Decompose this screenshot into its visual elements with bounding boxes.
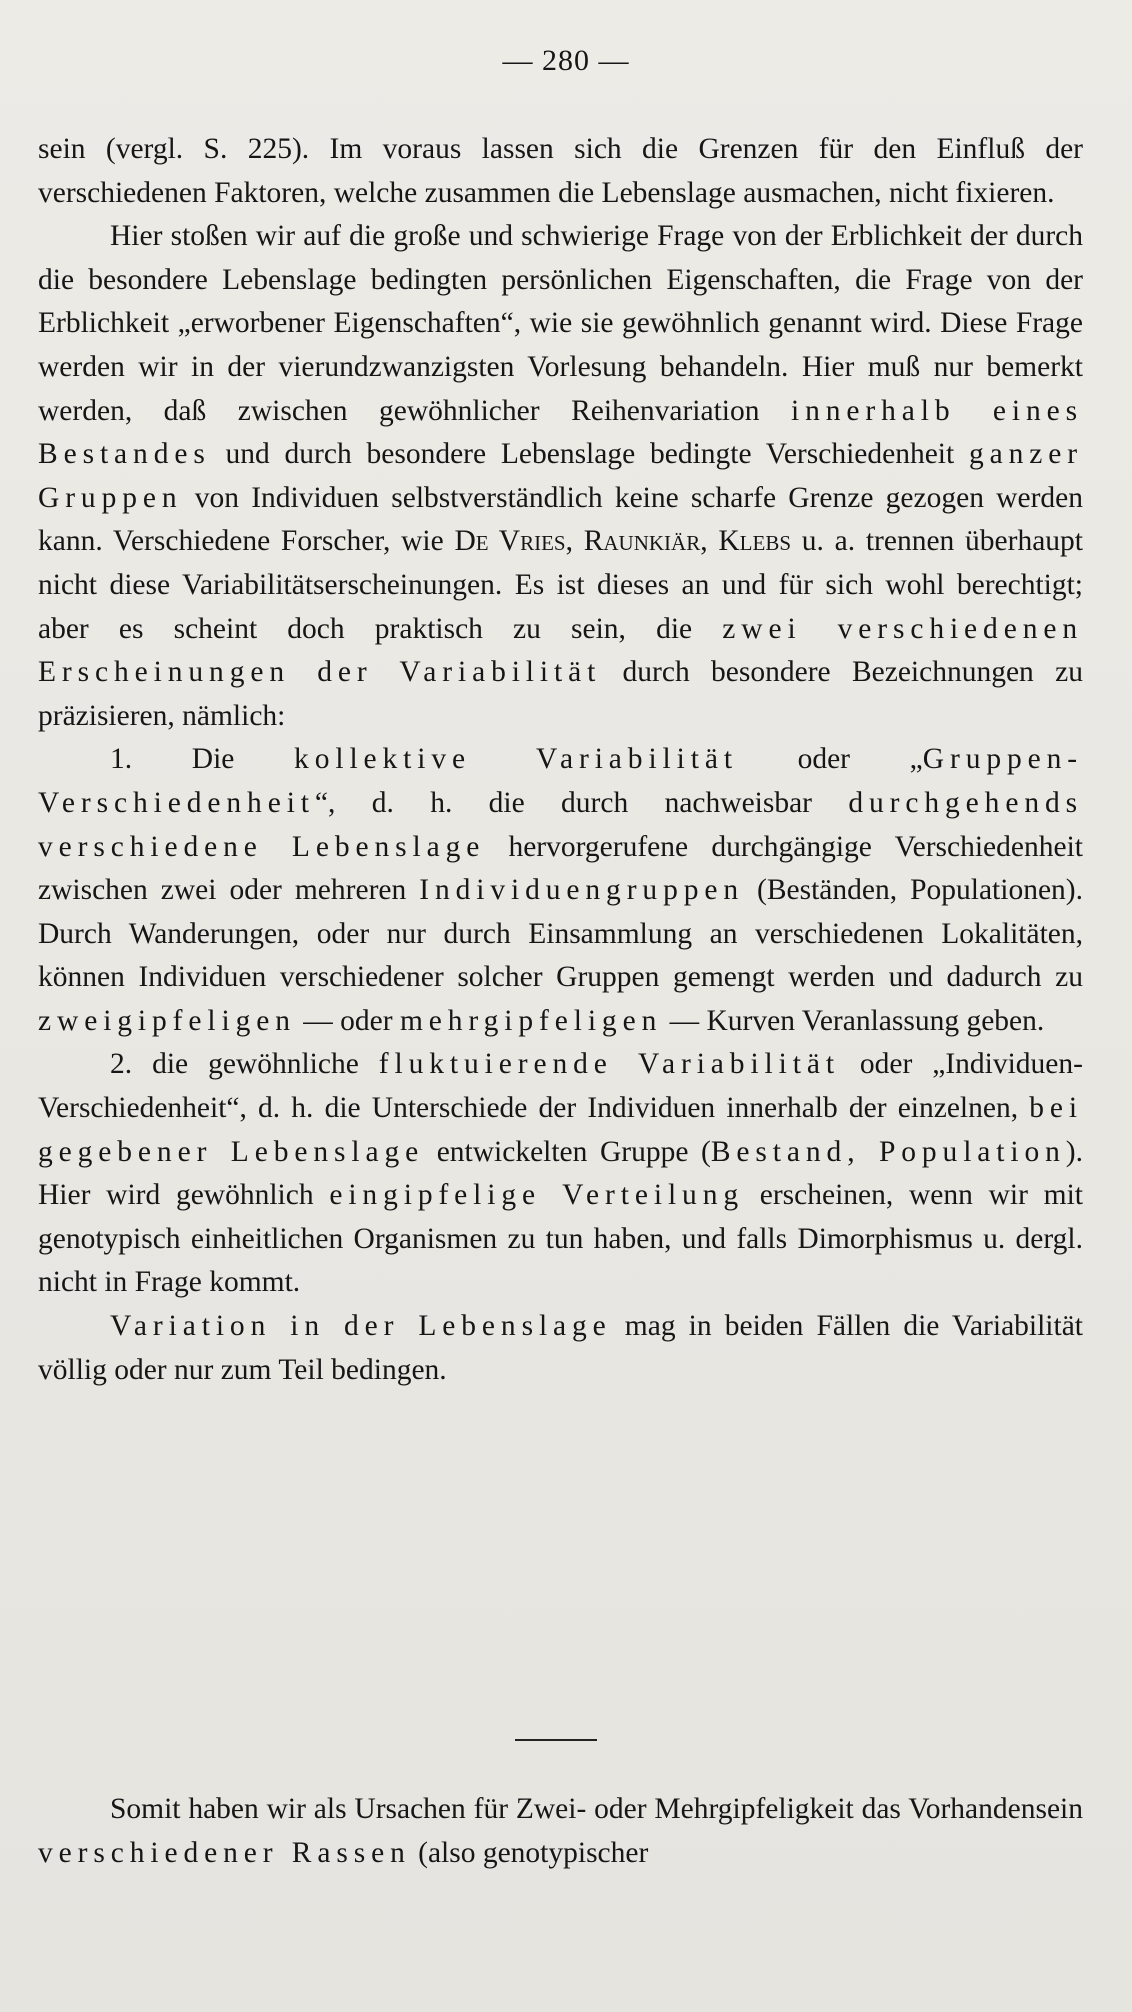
text-run: — oder	[295, 1004, 400, 1037]
text-run: oder „	[737, 743, 923, 776]
text-run: hervorgerufene durchgängige Verschiedenheit zwischen zwei oder mehreren	[38, 830, 1083, 907]
body-text-continued	[38, 1788, 1083, 1875]
text-run: (also genotypischer	[410, 1836, 649, 1869]
text-run: mag in beiden Fällen die Variabilität völlig oder nur zum Teil bedingen.	[38, 1310, 1083, 1386]
emphasis-text: Bestand, Population	[710, 1135, 1066, 1168]
list-item-fluctuating-variability	[38, 1043, 1083, 1305]
emphasis-text: eingipfelige Verteilung	[329, 1179, 744, 1212]
text-run: oder „Individuen-Verschiedenheit“, d. h. die Unterschiede der Individuen innerhalb der einzelnen,	[38, 1048, 1083, 1125]
text-run: erscheinen, wenn wir mit genotypisch einheitlichen Organismen zu tun haben, und falls Dimorphismus u. dergl. nicht in Frage kommt.	[38, 1179, 1083, 1299]
emphasis-text: Individuengruppen	[419, 874, 745, 907]
emphasis-text: mehrgipfeligen	[399, 1004, 663, 1037]
text-run: und durch besondere Lebenslage bedingte Verschiedenheit	[210, 438, 969, 471]
emphasis-text: fluktuierende Variabilität	[378, 1048, 840, 1081]
text-run: entwickelten Gruppe (	[424, 1135, 711, 1168]
paragraph-continuation: sein (vergl. S. 225). Im voraus lassen sich die Grenzen für den Einfluß der verschiedenen Faktoren, welche zusammen die Lebenslage ausmachen, nicht fixieren.	[38, 133, 1083, 209]
author-name: Klebs	[718, 525, 792, 558]
emphasis-text: zweigipfeligen	[38, 1004, 296, 1037]
text-run: 1. Die	[110, 743, 295, 776]
text-run: ). Hier wird gewöhnlich	[38, 1135, 1083, 1212]
text-run: 2. die gewöhnliche	[110, 1048, 379, 1081]
emphasis-text: verschiedener Rassen	[38, 1836, 411, 1869]
emphasis-text: Variation in der Lebenslage	[110, 1310, 612, 1343]
emphasis-text: Gruppen-Verschiedenheit	[38, 743, 1084, 819]
paragraph-heredity	[38, 215, 1083, 738]
emphasis-text: bei gegebener Lebenslage	[38, 1092, 1083, 1168]
text-run: Somit haben wir als Ursachen für Zwei- oder Mehrgipfeligkeit das Vorhandensein	[110, 1793, 1083, 1825]
author-name: Raunkiär	[583, 525, 701, 558]
emphasis-text: zwei verschiedenen Erscheinungen der Variabilität	[38, 612, 1083, 689]
text-run: (Beständen, Populationen). Durch Wanderungen, oder nur durch Einsammlung an verschiedenen Lokalitäten, können Individuen verschiedener solcher Gruppen gemengt werden und dadurch zu	[38, 874, 1083, 994]
paragraph-variation	[38, 1305, 1083, 1392]
list-item-collective-variability	[38, 738, 1083, 1043]
text-run: — Kurven Veranlassung geben.	[662, 1004, 1045, 1037]
emphasis-text: ganzer Gruppen	[38, 438, 1083, 514]
paragraph-summary	[38, 1788, 1083, 1875]
text-run: “, d. h. die durch nachweisbar	[314, 786, 849, 819]
emphasis-text: innerhalb eines Bestandes	[38, 394, 1083, 471]
text-run: ,	[565, 525, 584, 558]
text-run: u. a. trennen überhaupt nicht diese Variabilitätserscheinungen. Es ist dieses an und für sich wohl berechtigt; aber es scheint doch praktisch zu sein, die	[38, 525, 1084, 645]
section-divider	[515, 1739, 597, 1741]
text-run: Hier stoßen wir auf die große und schwierige Frage von der Erblichkeit der durch die besondere Lebenslage bedingten persönlichen Eigenschaften, die Frage von der Erblichkeit „erworbener Eigenschaften“, wie sie gewöhnlich genannt wird. Diese Frage werden wir in der vierundzwanzigsten Vorlesung behandeln. Hier muß nur bemerkt werden, daß zwischen gewöhnlicher Reihenvariation	[38, 220, 1083, 427]
body-text	[38, 128, 1083, 1392]
page-number: — 280 —	[502, 44, 630, 77]
emphasis-text: durchgehends verschiedene Lebenslage	[38, 786, 1083, 863]
text-run: ,	[700, 525, 719, 558]
text-run: von Individuen selbstverständlich keine scharfe Grenze gezogen werden kann. Verschiedene Forscher, wie	[38, 481, 1083, 558]
author-name: De Vries	[454, 525, 566, 558]
text-run: durch besondere Bezeichnungen zu präzisieren, nämlich:	[38, 656, 1083, 732]
emphasis-text: kollektive Variabilität	[294, 743, 738, 776]
